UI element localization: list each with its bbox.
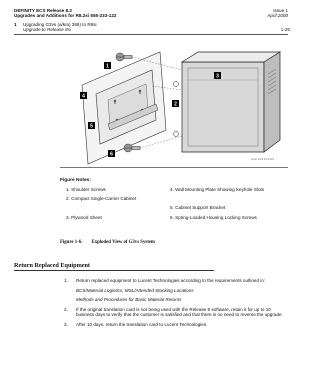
callout-1-label: 1 [106, 63, 109, 70]
art-code: pcnv 1 0 d 2 0 0 3 0 [251, 158, 274, 161]
compact-single-carrier-cabinet [182, 62, 264, 152]
step-text: If the original translation card is not being used with the Release 8 software, retain it for up to 10 business days to verify that the customer is satisfied and that there is no need to reverse the upgrade. [76, 306, 283, 318]
note-text: Compact Single-Carrier Cabinet [71, 196, 137, 201]
step-reference: BCS/Material Logistics, MSL/Attended Stocking Locations [76, 287, 194, 293]
issue-date: April 2000 [267, 13, 288, 19]
figure-notes-heading: Figure Notes: [60, 178, 91, 183]
callout-4-label: 4 [82, 93, 85, 100]
note-5 [170, 205, 270, 211]
step-text: Return replaced equipment to Lucent Technologies according to the requirements outlined in: [76, 278, 266, 283]
note-number: 5. [170, 205, 174, 210]
note-4 [170, 187, 270, 193]
note-text: Plywood Sheet [71, 215, 102, 220]
note-number: 4. [170, 187, 174, 192]
spring-loaded-locking-screws [174, 82, 179, 137]
step-text: After 10 days, return the translation card to Lucent Technologies. [76, 321, 208, 327]
issue-label: Issue 1 [273, 8, 288, 13]
step-reference: Methods and Procedures for Basic Material Returns [76, 297, 182, 303]
doc-subtitle: Upgrades and Additions for R8.2si 555-233-122 [14, 13, 117, 19]
section-heading: Return Replaced Equipment [14, 262, 90, 269]
procedure-step [64, 307, 284, 318]
note-6 [170, 215, 280, 221]
running-header-left [14, 8, 116, 19]
note-3 [66, 215, 156, 221]
figure-rule [60, 167, 288, 168]
callout-6-label: 6 [110, 151, 113, 158]
page-number: 1-25 [280, 27, 290, 33]
note-text: Cabinet Support Bracket [175, 205, 226, 210]
chapter-number: 1 [14, 22, 17, 27]
step-number: 3. [64, 321, 68, 327]
callout-2-label: 2 [174, 101, 177, 108]
note-2 [66, 196, 146, 202]
note-number: 6. [170, 215, 174, 220]
step-number: 2. [64, 306, 68, 312]
section-rule [14, 270, 214, 271]
exploded-view-figure [60, 40, 288, 172]
note-text: Spring-Loaded Housing Locking Screws [175, 215, 257, 220]
callout-3-label: 3 [216, 73, 219, 80]
step-number: 1. [64, 278, 68, 283]
note-number: 2. [66, 196, 70, 201]
cabinet-illustration [60, 40, 288, 166]
figure-caption-text: Exploded View of G3vs System [91, 240, 155, 245]
note-text: Shoulder Screws [71, 187, 106, 192]
chapter-title: Upgrading G3vs (a/k/a) 386) to R8si [23, 22, 97, 27]
note-number: 3. [66, 215, 70, 220]
figure-caption [60, 240, 155, 245]
callout-5-label: 5 [90, 123, 93, 130]
section-title: Upgrade to Release 8si [23, 27, 72, 33]
procedure-step [64, 322, 284, 328]
procedure-steps [64, 278, 284, 332]
note-1 [66, 187, 156, 193]
note-text: Wall Mounting Plate Showing Keyhole Slots [175, 187, 265, 192]
header-rule [14, 34, 288, 35]
doc-title: DEFINITY ECS Release 8.2 [14, 8, 72, 13]
figure-label: Figure 1-6. [60, 240, 83, 245]
procedure-step [64, 278, 284, 303]
running-header-right [267, 8, 288, 19]
note-number: 1. [66, 187, 70, 192]
